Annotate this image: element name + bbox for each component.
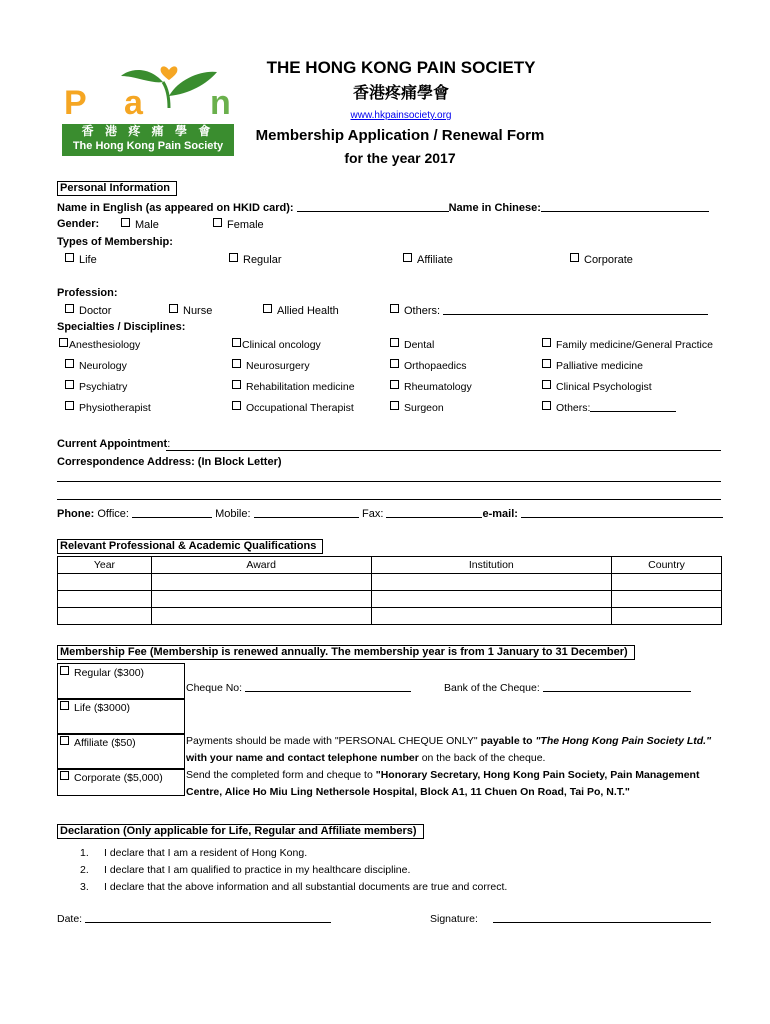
specialties-label: Specialties / Disciplines: bbox=[57, 321, 186, 333]
fax-group bbox=[362, 507, 723, 520]
send-text: Send the completed form and cheque to bbox=[186, 769, 376, 781]
current-appointment-label: Current Appointment bbox=[57, 438, 168, 450]
table-cell[interactable] bbox=[151, 574, 371, 591]
membership-life-option[interactable] bbox=[65, 253, 97, 266]
specialty-option[interactable] bbox=[542, 380, 652, 393]
name-zh-label: Name in Chinese: bbox=[448, 202, 541, 214]
specialty-others-field[interactable] bbox=[590, 401, 676, 412]
bank-field[interactable] bbox=[543, 681, 691, 692]
logo-letter-a: a bbox=[124, 84, 143, 122]
gender-male-label: Male bbox=[135, 219, 159, 231]
option-label: Family medicine/General Practice bbox=[556, 339, 713, 351]
option-label: Surgeon bbox=[404, 402, 444, 414]
specialty-option[interactable] bbox=[65, 359, 127, 372]
checkbox[interactable] bbox=[390, 338, 399, 347]
item-text: I declare that the above information and all substantial documents are true and correct. bbox=[104, 881, 508, 893]
membership-types-label: Types of Membership: bbox=[57, 236, 173, 248]
send-line-2: Centre, Alice Ho Miu Ling Nethersole Hospital, Block A1, 11 Chuen On Road, Tai Po, N.T." bbox=[186, 786, 630, 798]
specialty-option[interactable] bbox=[65, 380, 127, 393]
current-appointment-row: Current Appointment: bbox=[57, 438, 171, 450]
option-label: Life bbox=[79, 254, 97, 266]
profession-doctor-option[interactable] bbox=[65, 304, 111, 317]
table-row bbox=[58, 608, 722, 625]
membership-types-row bbox=[57, 253, 727, 267]
option-label: Anesthesiology bbox=[69, 339, 141, 351]
option-label: Psychiatry bbox=[79, 381, 128, 393]
profession-allied-option[interactable] bbox=[263, 304, 339, 317]
table-cell[interactable] bbox=[58, 574, 152, 591]
logo-letter-n: n bbox=[210, 84, 231, 122]
column-header-year: Year bbox=[58, 557, 152, 574]
office-label: Office: bbox=[97, 508, 132, 520]
table-cell[interactable] bbox=[612, 574, 722, 591]
bank-row bbox=[444, 681, 691, 694]
table-header-row bbox=[58, 557, 722, 574]
option-label: Regular ($300) bbox=[74, 667, 145, 679]
checkbox[interactable] bbox=[169, 304, 178, 313]
checkbox[interactable] bbox=[232, 338, 241, 347]
checkbox[interactable] bbox=[403, 253, 412, 262]
gender-row bbox=[57, 218, 457, 230]
option-label: Dental bbox=[404, 339, 435, 351]
fee-regular-option[interactable] bbox=[57, 663, 185, 700]
option-label: Neurosurgery bbox=[246, 360, 310, 372]
profession-row bbox=[57, 304, 727, 318]
table-cell[interactable] bbox=[151, 608, 371, 625]
send-address: "Honorary Secretary, Hong Kong Pain Society, Pain Management bbox=[375, 769, 700, 781]
name-en-label: Name in English (as appeared on HKID card): bbox=[57, 202, 297, 214]
option-label: Affiliate bbox=[417, 254, 453, 266]
table-row bbox=[58, 574, 722, 591]
membership-affiliate-option[interactable] bbox=[403, 253, 453, 266]
option-label: Physiotherapist bbox=[79, 402, 151, 414]
specialty-option[interactable] bbox=[232, 359, 310, 372]
page-title-chinese: 香港疼痛學會 bbox=[352, 85, 449, 102]
option-label: Rehabilitation medicine bbox=[246, 381, 355, 393]
checkbox[interactable] bbox=[390, 401, 399, 410]
payment-text-bold: with your name and contact telephone number bbox=[186, 752, 419, 764]
payee-name: "The Hong Kong Pain Society Ltd." bbox=[535, 735, 712, 747]
checkbox[interactable] bbox=[65, 359, 74, 368]
checkbox[interactable] bbox=[213, 218, 222, 227]
checkbox[interactable] bbox=[390, 304, 399, 313]
option-label: Neurology bbox=[79, 360, 127, 372]
date-label: Date: bbox=[57, 913, 86, 925]
specialty-option[interactable] bbox=[390, 401, 444, 414]
list-item bbox=[80, 862, 680, 879]
checkbox[interactable] bbox=[542, 401, 551, 410]
website-link[interactable]: www.hkpainsociety.org bbox=[350, 110, 452, 121]
payment-instructions bbox=[186, 733, 726, 801]
profession-nurse-option[interactable] bbox=[169, 304, 212, 317]
fax-label: Fax: bbox=[362, 508, 387, 520]
option-label: Corporate ($5,000) bbox=[74, 772, 163, 784]
option-label: Allied Health bbox=[277, 305, 339, 317]
list-item bbox=[80, 845, 680, 862]
specialty-others-option[interactable] bbox=[542, 401, 676, 414]
checkbox[interactable] bbox=[263, 304, 272, 313]
option-label: Others: bbox=[556, 402, 591, 414]
membership-corporate-option[interactable] bbox=[570, 253, 633, 266]
payment-text-bold: payable to bbox=[480, 735, 536, 747]
membership-regular-option[interactable] bbox=[229, 253, 282, 266]
item-text: I declare that I am a resident of Hong Kong. bbox=[104, 847, 308, 859]
option-label: Rheumatology bbox=[404, 381, 472, 393]
email-label: e-mail: bbox=[482, 508, 521, 520]
payment-line-2 bbox=[186, 750, 726, 767]
option-label: Life ($3000) bbox=[74, 702, 131, 714]
mobile-phone-field[interactable] bbox=[254, 507, 359, 518]
logo-chinese-name: 香 港 疼 痛 學 會 bbox=[81, 124, 215, 138]
table-cell[interactable] bbox=[371, 608, 612, 625]
item-number: 1. bbox=[80, 847, 89, 859]
office-phone-field[interactable] bbox=[132, 507, 212, 518]
option-label: Nurse bbox=[183, 305, 213, 317]
form-title: Membership Application / Renewal Form bbox=[255, 127, 545, 144]
option-label: Regular bbox=[243, 254, 282, 266]
specialty-option[interactable] bbox=[390, 338, 434, 351]
specialty-option[interactable] bbox=[59, 338, 140, 351]
specialty-option[interactable] bbox=[232, 338, 321, 351]
option-label: Doctor bbox=[79, 305, 112, 317]
table-cell[interactable] bbox=[612, 591, 722, 608]
payment-text: on the back of the cheque. bbox=[418, 752, 546, 764]
declaration-section-label: Declaration (Only applicable for Life, Regular and Affiliate members) bbox=[57, 825, 424, 837]
specialty-option[interactable] bbox=[390, 359, 466, 372]
checkbox[interactable] bbox=[60, 736, 69, 745]
option-label: Occupational Therapist bbox=[246, 402, 354, 414]
checkbox[interactable] bbox=[65, 401, 74, 410]
option-label: Orthopaedics bbox=[404, 360, 467, 372]
checkbox[interactable] bbox=[232, 359, 241, 368]
date-field[interactable] bbox=[85, 912, 331, 923]
checkbox[interactable] bbox=[390, 380, 399, 389]
cheque-no-row bbox=[186, 681, 411, 694]
address-line-2[interactable] bbox=[57, 499, 721, 500]
option-label: Clinical Psychologist bbox=[556, 381, 652, 393]
profession-others-option[interactable] bbox=[390, 304, 708, 317]
logo-letter-p: P bbox=[64, 84, 87, 122]
phone-row bbox=[57, 507, 722, 521]
address-label: Correspondence Address: (In Block Letter) bbox=[57, 456, 282, 468]
column-header-award: Award bbox=[151, 557, 371, 574]
list-item bbox=[80, 879, 680, 896]
table-cell[interactable] bbox=[151, 591, 371, 608]
checkbox[interactable] bbox=[121, 218, 130, 227]
checkbox[interactable] bbox=[232, 401, 241, 410]
table-cell[interactable] bbox=[612, 608, 722, 625]
table-cell[interactable] bbox=[58, 608, 152, 625]
checkbox[interactable] bbox=[65, 380, 74, 389]
bank-label: Bank of the Cheque: bbox=[444, 682, 543, 694]
cheque-no-field[interactable] bbox=[245, 681, 411, 692]
specialty-option[interactable] bbox=[390, 380, 472, 393]
column-header-country: Country bbox=[612, 557, 722, 574]
specialty-option[interactable] bbox=[232, 380, 355, 393]
profession-label: Profession: bbox=[57, 287, 118, 299]
item-number: 2. bbox=[80, 864, 89, 876]
checkbox[interactable] bbox=[59, 338, 68, 347]
option-label: Clinical oncology bbox=[242, 339, 321, 351]
qualifications-table bbox=[57, 556, 722, 625]
form-year: for the year 2017 bbox=[344, 150, 456, 166]
logo-english-name: The Hong Kong Pain Society bbox=[72, 140, 224, 152]
item-text: I declare that I am qualified to practice in my healthcare discipline. bbox=[104, 864, 411, 876]
gender-label: Gender: bbox=[57, 218, 100, 230]
current-appointment-field[interactable] bbox=[166, 450, 721, 451]
option-label: Affiliate ($50) bbox=[74, 737, 136, 749]
checkbox[interactable] bbox=[542, 359, 551, 368]
signature-label: Signature: bbox=[430, 913, 481, 925]
table-row bbox=[58, 591, 722, 608]
fee-section-label: Membership Fee (Membership is renewed annually. The membership year is from 1 January to 31 December) bbox=[57, 646, 635, 658]
profession-others-field[interactable] bbox=[443, 304, 708, 315]
declaration-list bbox=[80, 845, 680, 896]
gender-female-label: Female bbox=[227, 219, 264, 231]
checkbox[interactable] bbox=[542, 338, 551, 347]
table-cell[interactable] bbox=[371, 591, 612, 608]
fee-life-option[interactable] bbox=[57, 698, 185, 735]
checkbox[interactable] bbox=[60, 666, 69, 675]
checkbox[interactable] bbox=[229, 253, 238, 262]
date-row bbox=[57, 912, 331, 925]
name-en-row bbox=[57, 201, 697, 214]
name-zh-field[interactable] bbox=[541, 201, 709, 212]
item-number: 3. bbox=[80, 881, 89, 893]
gender-female-option[interactable] bbox=[213, 218, 264, 231]
checkbox[interactable] bbox=[570, 253, 579, 262]
fee-affiliate-option[interactable] bbox=[57, 733, 185, 770]
mobile-label: Mobile: bbox=[215, 508, 254, 520]
column-header-institution: Institution bbox=[371, 557, 612, 574]
option-label: Corporate bbox=[584, 254, 633, 266]
specialty-option[interactable] bbox=[232, 401, 354, 414]
checkbox[interactable] bbox=[232, 380, 241, 389]
checkbox[interactable] bbox=[60, 701, 69, 710]
specialty-option[interactable] bbox=[542, 359, 643, 372]
signature-row bbox=[430, 912, 711, 925]
cheque-no-label: Cheque No: bbox=[186, 682, 245, 694]
send-line-1 bbox=[186, 767, 726, 784]
specialty-option[interactable] bbox=[542, 338, 713, 351]
checkbox[interactable] bbox=[542, 380, 551, 389]
signature-field[interactable] bbox=[493, 912, 711, 923]
qualifications-section-label: Relevant Professional & Academic Qualifications bbox=[57, 540, 323, 552]
payment-text: Payments should be made with "PERSONAL CHEQUE ONLY" bbox=[186, 735, 481, 747]
fee-corporate-option[interactable] bbox=[57, 768, 185, 796]
email-field[interactable] bbox=[521, 507, 723, 518]
phone-label: Phone: bbox=[57, 508, 95, 520]
option-label: Palliative medicine bbox=[556, 360, 643, 372]
payment-line-1 bbox=[186, 733, 726, 750]
checkbox[interactable] bbox=[60, 771, 69, 780]
fax-field[interactable] bbox=[386, 507, 482, 518]
checkbox[interactable] bbox=[390, 359, 399, 368]
specialties-grid bbox=[57, 338, 727, 418]
gender-male-option[interactable] bbox=[121, 218, 159, 231]
checkbox[interactable] bbox=[65, 253, 74, 262]
option-label: Others: bbox=[404, 305, 444, 317]
specialty-option[interactable] bbox=[65, 401, 151, 414]
personal-section-label: Personal Information bbox=[57, 182, 177, 194]
checkbox[interactable] bbox=[65, 304, 74, 313]
page-title: THE HONG KONG PAIN SOCIETY bbox=[266, 58, 536, 77]
table-cell[interactable] bbox=[58, 591, 152, 608]
address-line-1[interactable] bbox=[57, 481, 721, 482]
table-cell[interactable] bbox=[371, 574, 612, 591]
name-en-field[interactable] bbox=[297, 201, 449, 212]
